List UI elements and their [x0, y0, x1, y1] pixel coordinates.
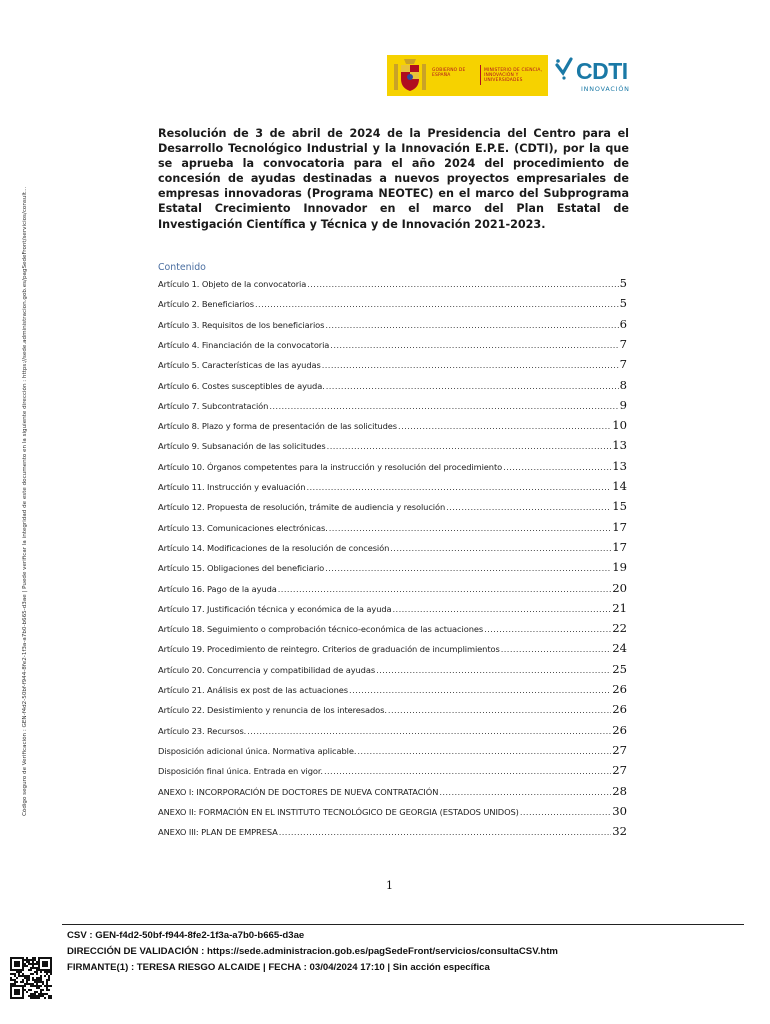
- toc-dot-leader: [393, 604, 612, 614]
- toc-entry[interactable]: [158, 317, 627, 333]
- logo-divider: [480, 65, 481, 85]
- toc-entry-page: 17: [612, 519, 627, 534]
- toc-entry-page: 5: [619, 296, 627, 311]
- toc-entry-label: Artículo 19. Procedimiento de reintegro. Criterios de graduación de incumplimientos: [158, 644, 500, 655]
- toc-entry-page: 13: [612, 438, 627, 453]
- page-number: 1: [386, 879, 393, 892]
- toc-entry-page: 27: [612, 763, 627, 778]
- toc-entry-label: Artículo 13. Comunicaciones electrónicas.: [158, 522, 328, 533]
- ministry-label: MINISTERIO DE CIENCIA, INNOVACIÓN Y UNIVERSIDADES: [484, 68, 543, 84]
- toc-entry[interactable]: [158, 398, 627, 414]
- toc-entry[interactable]: [158, 418, 627, 434]
- government-logo: [387, 55, 548, 96]
- toc-entry-label: Disposición adicional única. Normativa aplicable.: [158, 745, 357, 756]
- toc-entry[interactable]: [158, 337, 627, 353]
- toc-dot-leader: [322, 360, 619, 370]
- toc-entry-label: Artículo 21. Análisis ex post de las actuaciones: [158, 685, 349, 695]
- toc-entry[interactable]: [158, 438, 627, 454]
- toc-entry-page: 25: [612, 661, 627, 676]
- toc-entry-label: ANEXO III: PLAN DE EMPRESA: [158, 827, 278, 838]
- toc-entry-label: Disposición final única. Entrada en vigor.: [158, 766, 323, 777]
- toc-entry-label: Artículo 5. Características de las ayudas: [158, 360, 321, 371]
- toc-entry-label: Artículo 9. Subsanación de las solicitudes: [158, 441, 326, 452]
- toc-dot-leader: [446, 502, 611, 512]
- toc-entry-page: 7: [619, 357, 627, 372]
- toc-entry-label: Artículo 17. Justificación técnica y económica de la ayuda: [158, 603, 392, 614]
- toc-entry-label: Artículo 11. Instrucción y evaluación: [158, 482, 306, 492]
- toc-entry-page: 10: [612, 418, 627, 433]
- toc-entry-page: 13: [612, 458, 627, 473]
- toc-entry-label: Artículo 22. Desistimiento y renuncia de los interesados.: [158, 705, 387, 716]
- toc-entry-page: 27: [612, 742, 627, 757]
- toc-dot-leader: [484, 624, 611, 634]
- toc-entry[interactable]: [158, 540, 627, 556]
- government-label: GOBIERNO DE ESPAÑA: [432, 68, 466, 79]
- footer-divider: [62, 924, 744, 925]
- toc-entry[interactable]: [158, 459, 627, 475]
- toc-entry-label: Artículo 20. Concurrencia y compatibilidad de ayudas: [158, 664, 376, 675]
- toc-entry-page: 9: [619, 397, 627, 412]
- toc-entry[interactable]: [158, 601, 627, 617]
- toc-entry-label: Artículo 6. Costes susceptibles de ayuda.: [158, 380, 325, 391]
- toc-entry-label: Artículo 14. Modificaciones de la resolución de concesión: [158, 542, 390, 553]
- toc-dot-leader: [503, 462, 611, 472]
- toc-entry[interactable]: [158, 621, 627, 637]
- toc-dot-leader: [247, 726, 611, 736]
- toc-entry-label: Artículo 10. Órganos competentes para la instrucción y resolución del procedimiento: [158, 461, 503, 472]
- toc-entry-label: Artículo 1. Objeto de la convocatoria: [158, 279, 307, 289]
- toc-dot-leader: [349, 685, 611, 695]
- toc-entry-page: 6: [619, 316, 627, 331]
- toc-entry[interactable]: [158, 378, 627, 394]
- toc-entry-label: Artículo 7. Subcontratación: [158, 400, 269, 411]
- toc-dot-leader: [520, 807, 611, 817]
- toc-entry-label: Artículo 16. Pago de la ayuda: [158, 583, 277, 594]
- toc-entry-page: 30: [612, 803, 627, 818]
- toc-entry[interactable]: [158, 276, 627, 292]
- cdti-subtitle: INNOVACIÓN: [581, 85, 630, 93]
- toc-dot-leader: [269, 401, 618, 411]
- toc-dot-leader: [329, 523, 612, 533]
- qr-code-icon: [10, 957, 52, 999]
- toc-entry-label: Artículo 2. Beneficiarios: [158, 299, 254, 310]
- toc-entry-page: 20: [612, 580, 627, 595]
- toc-dot-leader: [327, 441, 612, 451]
- verification-side-text: Código seguro de Verificación : GEN-f4d2-50bf-f944-8fe2-1f3a-a7b0-b665-d3ae | Puede verificar la integridad de este documento en la siguiente dirección : https://sede.administracion.gob.es/pagSedeFront/servicios/consult...: [22, 186, 28, 816]
- toc-entry[interactable]: [158, 581, 627, 597]
- header-logos: [387, 55, 637, 97]
- toc-entry-page: 7: [619, 336, 627, 351]
- toc-entry[interactable]: [158, 824, 627, 840]
- toc-dot-leader: [439, 787, 611, 797]
- toc-dot-leader: [324, 766, 611, 776]
- validation-url: DIRECCIÓN DE VALIDACIÓN : https://sede.administracion.gob.es/pagSedeFront/servicios/consultaCSV.htm: [67, 946, 558, 957]
- toc-entry-page: 8: [619, 377, 627, 392]
- toc-entry[interactable]: [158, 641, 627, 657]
- toc-entry-label: Artículo 15. Obligaciones del beneficiario: [158, 563, 325, 574]
- document-title: Resolución de 3 de abril de 2024 de la Presidencia del Centro para el Desarrollo Tecnológico Industrial y la Innovación E.P.E. (CDTI), por la que se aprueba la convocatoria para el año 2024 del procedimiento de concesión de ayudas destinadas a nuevos proyectos empresariales de empresas innovadoras (Programa NEOTEC) en el marco del Subprograma Estatal Crecimiento Innovador en el marco del Plan Estatal de Investigación Científica y Técnica y de Innovación 2021-2023.: [158, 127, 629, 231]
- toc-entry-page: 26: [612, 682, 627, 696]
- toc-dot-leader: [330, 340, 618, 350]
- toc-entry-page: 26: [612, 722, 627, 737]
- toc-entry[interactable]: [158, 296, 627, 312]
- toc-entry-page: 15: [612, 499, 627, 514]
- toc-entry-page: 26: [612, 702, 627, 717]
- toc-dot-leader: [357, 746, 611, 756]
- toc-entry[interactable]: [158, 702, 627, 718]
- toc-entry[interactable]: [158, 763, 627, 779]
- toc-dot-leader: [326, 381, 619, 391]
- toc-entry-page: 24: [612, 641, 627, 656]
- toc-dot-leader: [325, 320, 618, 330]
- toc-entry-page: 28: [612, 783, 627, 798]
- toc-dot-leader: [279, 827, 612, 837]
- toc-entry-page: 17: [612, 539, 627, 554]
- toc-entry[interactable]: [158, 682, 627, 698]
- toc-entry[interactable]: [158, 520, 627, 536]
- signer-info: FIRMANTE(1) : TERESA RIESGO ALCAIDE | FECHA : 03/04/2024 17:10 | Sin acción específica: [67, 962, 490, 973]
- toc-entry[interactable]: [158, 723, 627, 739]
- toc-dot-leader: [398, 421, 611, 431]
- coat-of-arms-icon: [393, 58, 427, 93]
- toc-dot-leader: [376, 665, 611, 675]
- toc-entry-label: Artículo 23. Recursos.: [158, 725, 247, 736]
- toc-entry[interactable]: [158, 499, 627, 515]
- cdti-logo: [554, 55, 639, 97]
- cdti-wordmark: CDTI: [576, 58, 628, 84]
- toc-dot-leader: [278, 584, 611, 594]
- toc-dot-leader: [307, 279, 618, 289]
- toc-entry[interactable]: [158, 743, 627, 759]
- toc-entry-page: 19: [612, 560, 627, 575]
- cdti-mark-icon: [554, 55, 578, 85]
- toc-entry-page: 32: [612, 824, 627, 839]
- toc-entry-page: 5: [619, 276, 627, 290]
- toc-entry-label: Artículo 4. Financiación de la convocatoria: [158, 339, 330, 350]
- toc-dot-leader: [325, 563, 611, 573]
- toc-entry-page: 14: [612, 479, 627, 493]
- csv-code: CSV : GEN-f4d2-50bf-f944-8fe2-1f3a-a7b0-b665-d3ae: [67, 930, 305, 941]
- toc-entry-label: ANEXO I: INCORPORACIÓN DE DOCTORES DE NUEVA CONTRATACIÓN: [158, 786, 439, 797]
- toc-entry-label: Artículo 12. Propuesta de resolución, trámite de audiencia y resolución: [158, 502, 446, 513]
- toc-entry-page: 22: [612, 621, 627, 636]
- toc-dot-leader: [306, 482, 611, 492]
- toc-dot-leader: [255, 299, 619, 309]
- toc-entry-label: Artículo 3. Requisitos de los beneficiarios: [158, 319, 325, 330]
- contents-heading: Contenido: [158, 262, 206, 273]
- toc-entry-label: Artículo 18. Seguimiento o comprobación técnico-económica de las actuaciones: [158, 624, 484, 635]
- toc-entry[interactable]: [158, 560, 627, 576]
- toc-entry[interactable]: [158, 784, 627, 800]
- toc-entry[interactable]: [158, 479, 627, 495]
- toc-entry-label: Artículo 8. Plazo y forma de presentación de las solicitudes: [158, 421, 398, 432]
- toc-dot-leader: [388, 705, 611, 715]
- toc-entry[interactable]: [158, 804, 627, 820]
- toc-dot-leader: [501, 644, 612, 654]
- toc-entry[interactable]: [158, 357, 627, 373]
- toc-entry-page: 21: [612, 600, 627, 615]
- toc-dot-leader: [390, 543, 611, 553]
- toc-entry-label: ANEXO II: FORMACIÓN EN EL INSTITUTO TECNOLÓGICO DE GEORGIA (ESTADOS UNIDOS): [158, 806, 519, 817]
- toc-entry[interactable]: [158, 662, 627, 678]
